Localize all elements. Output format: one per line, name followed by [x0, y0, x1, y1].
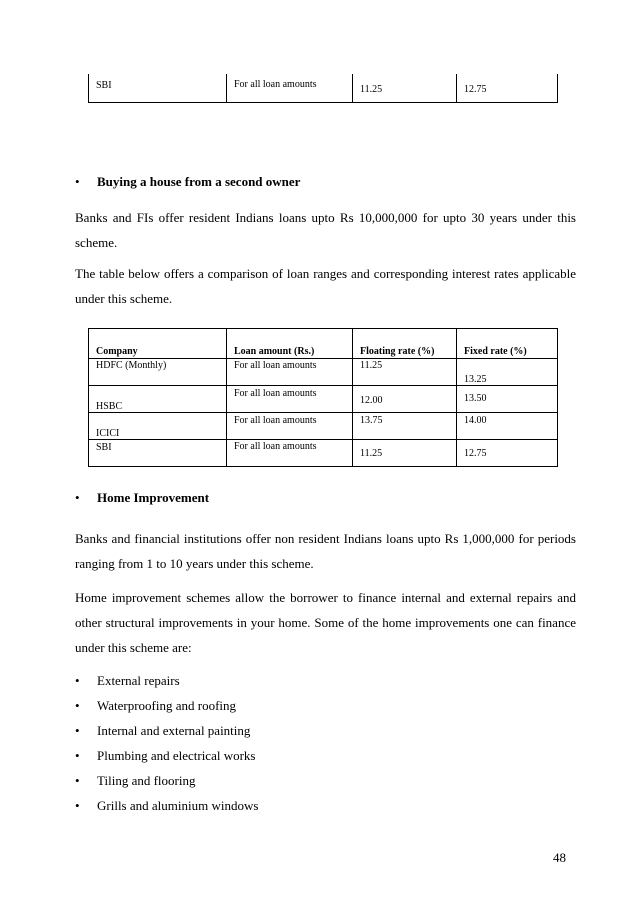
section-heading-home-improvement: • Home Improvement	[75, 490, 210, 505]
table-row	[89, 359, 558, 386]
column-header: Loan amount (Rs.)	[227, 329, 353, 359]
floating-rate-cell: 13.75	[353, 413, 457, 440]
bullet-icon: •	[75, 748, 80, 763]
list-item	[75, 698, 236, 714]
list-item-text: Tiling and flooring	[97, 773, 196, 788]
paragraph: Banks and FIs offer resident Indians loans upto Rs 10,000,000 for upto 30 years under this scheme.	[75, 210, 576, 250]
list-item	[75, 748, 256, 764]
table-row	[89, 440, 558, 467]
page-number: 48	[553, 850, 566, 865]
table-row	[89, 74, 558, 102]
bullet-icon: •	[75, 798, 80, 813]
fixed-rate-cell: 13.50	[457, 386, 558, 413]
fixed-rate-cell: 12.75	[457, 440, 558, 467]
section-heading-second-owner: • Buying a house from a second owner	[75, 174, 301, 189]
paragraph: Home improvement schemes allow the borrower to finance internal and external repairs and other structural improvements in your home. Some of the home improvements one can finance under this scheme are:	[75, 590, 576, 655]
list-item-text: Grills and aluminium windows	[97, 798, 259, 813]
bullet-icon: •	[75, 174, 80, 189]
loan-rate-comparison-table	[88, 328, 558, 467]
floating-rate-cell: 12.00	[353, 386, 457, 413]
column-header: Floating rate (%)	[353, 329, 457, 359]
loan-amount-cell: For all loan amounts	[227, 74, 353, 102]
loan-amount-cell: For all loan amounts	[227, 359, 353, 386]
loan-amount-cell: For all loan amounts	[227, 413, 353, 440]
fixed-rate-cell: 13.25	[457, 359, 558, 386]
company-cell: HDFC (Monthly)	[89, 359, 227, 386]
top-rate-table	[88, 74, 558, 103]
bullet-icon: •	[75, 490, 80, 505]
bullet-icon: •	[75, 723, 80, 738]
table-row	[89, 413, 558, 440]
bullet-icon: •	[75, 773, 80, 788]
bullet-icon: •	[75, 698, 80, 713]
column-header: Company	[89, 329, 227, 359]
company-cell: ICICI	[89, 413, 227, 440]
list-item-text: Internal and external painting	[97, 723, 251, 738]
list-item	[75, 798, 258, 814]
list-item	[75, 723, 250, 739]
table-header-row	[89, 329, 558, 359]
floating-rate-cell: 11.25	[353, 440, 457, 467]
list-item	[75, 673, 180, 689]
list-item	[75, 773, 195, 789]
floating-rate-cell: 11.25	[353, 74, 457, 102]
list-item-text: Plumbing and electrical works	[97, 748, 256, 763]
loan-amount-cell: For all loan amounts	[227, 386, 353, 413]
list-item-text: External repairs	[97, 673, 180, 688]
company-cell: SBI	[89, 440, 227, 467]
paragraph: Banks and financial institutions offer non resident Indians loans upto Rs 1,000,000 for periods ranging from 1 to 10 years under this scheme.	[75, 531, 576, 571]
company-cell: SBI	[89, 74, 227, 102]
floating-rate-cell: 11.25	[353, 359, 457, 386]
column-header: Fixed rate (%)	[457, 329, 558, 359]
company-cell: HSBC	[89, 386, 227, 413]
loan-amount-cell: For all loan amounts	[227, 440, 353, 467]
fixed-rate-cell: 12.75	[457, 74, 558, 102]
paragraph: The table below offers a comparison of loan ranges and corresponding interest rates applicable under this scheme.	[75, 266, 576, 306]
fixed-rate-cell: 14.00	[457, 413, 558, 440]
table-row	[89, 386, 558, 413]
list-item-text: Waterproofing and roofing	[97, 698, 237, 713]
bullet-icon: •	[75, 673, 80, 688]
